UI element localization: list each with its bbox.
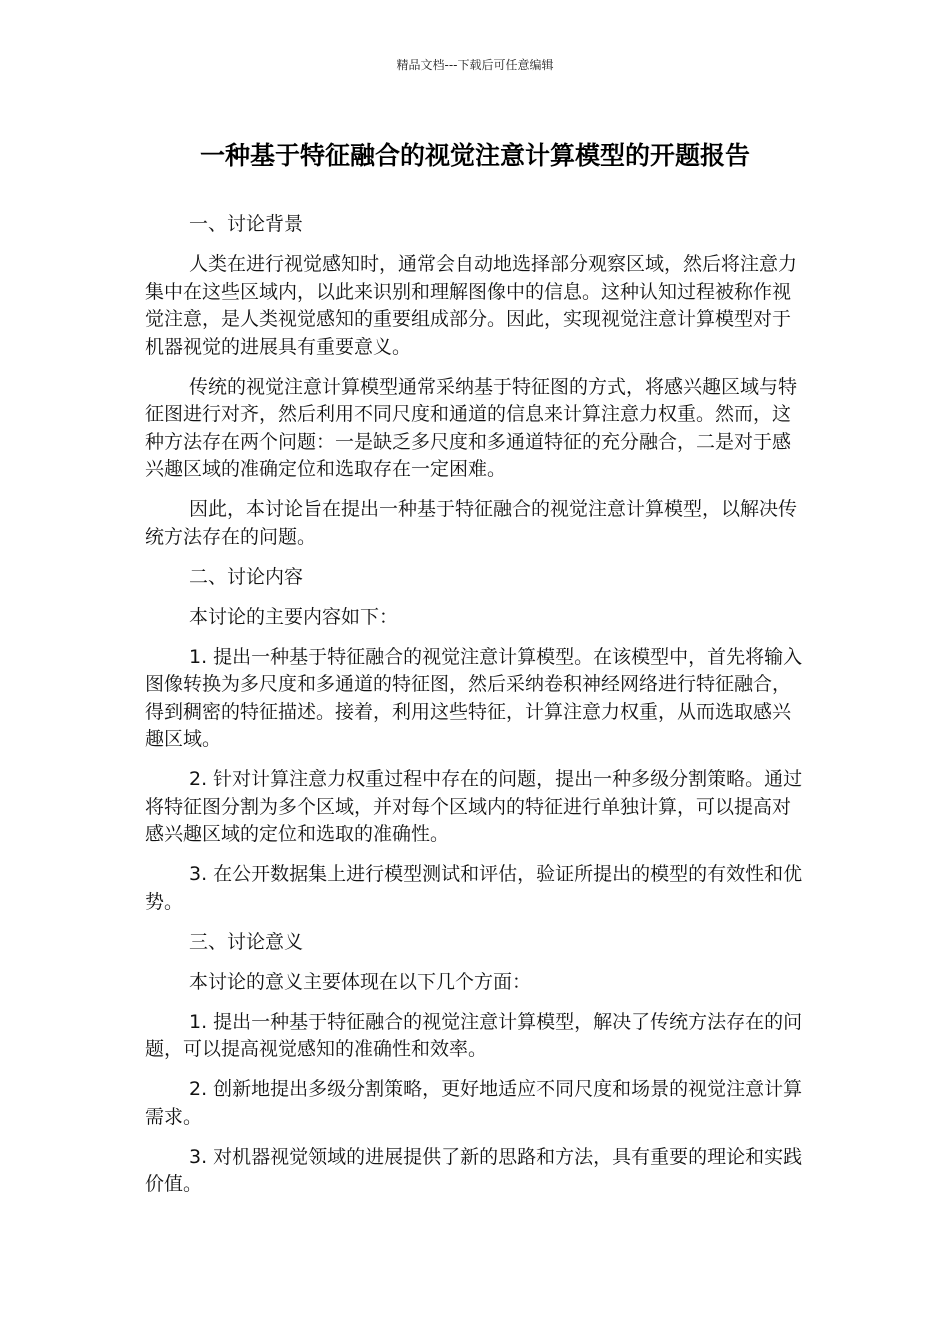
section-heading-significance: 三、讨论意义 [189,930,304,953]
document-body [145,211,807,1211]
list-item: 2. 针对计算注意力权重过程中存在的问题，提出一种多级分割策略。通过将特征图分割为多个区域，并对每个区域内的特征进行单独计算，可以提高对感兴趣区域的定位和选取的准确性。 [145,768,803,845]
section-intro: 本讨论的意义主要体现在以下几个方面： [189,970,532,993]
page-header: 精品文档---下载后可任意编辑 [396,58,554,72]
section-intro: 本讨论的主要内容如下： [189,605,399,628]
paragraph: 传统的视觉注意计算模型通常采纳基于特征图的方式，将感兴趣区域与特征图进行对齐，然后利用不同尺度和通道的信息来计算注意力权重。然而，这种方法存在两个问题：一是缺乏多尺度和多通道特征的充分融合，二是对于感兴趣区域的准确定位和选取存在一定困难。 [145,375,798,480]
list-item: 1. 提出一种基于特征融合的视觉注意计算模型。在该模型中，首先将输入图像转换为多尺度和多通道的特征图，然后采纳卷积神经网络进行特征融合，得到稠密的特征描述。接着，利用这些特征，计算注意力权重，从而选取感兴趣区域。 [145,645,803,750]
paragraph: 人类在进行视觉感知时，通常会自动地选择部分观察区域，然后将注意力集中在这些区域内，以此来识别和理解图像中的信息。这种认知过程被称作视觉注意，是人类视觉感知的重要组成部分。因此，实现视觉注意计算模型对于机器视觉的进展具有重要意义。 [145,253,798,358]
list-item: 2. 创新地提出多级分割策略，更好地适应不同尺度和场景的视觉注意计算需求。 [145,1078,803,1128]
section-heading-content: 二、讨论内容 [189,565,304,588]
section-heading-background: 一、讨论背景 [189,213,304,235]
document-title: 一种基于特征融合的视觉注意计算模型的开题报告 [199,141,750,170]
list-item: 1. 提出一种基于特征融合的视觉注意计算模型，解决了传统方法存在的问题，可以提高视觉感知的准确性和效率。 [145,1010,803,1060]
paragraph: 因此，本讨论旨在提出一种基于特征融合的视觉注意计算模型，以解决传统方法存在的问题。 [145,498,798,548]
list-item: 3. 在公开数据集上进行模型测试和评估，验证所提出的模型的有效性和优势。 [145,863,803,913]
list-item: 3. 对机器视觉领域的进展提供了新的思路和方法，具有重要的理论和实践价值。 [145,1145,803,1195]
